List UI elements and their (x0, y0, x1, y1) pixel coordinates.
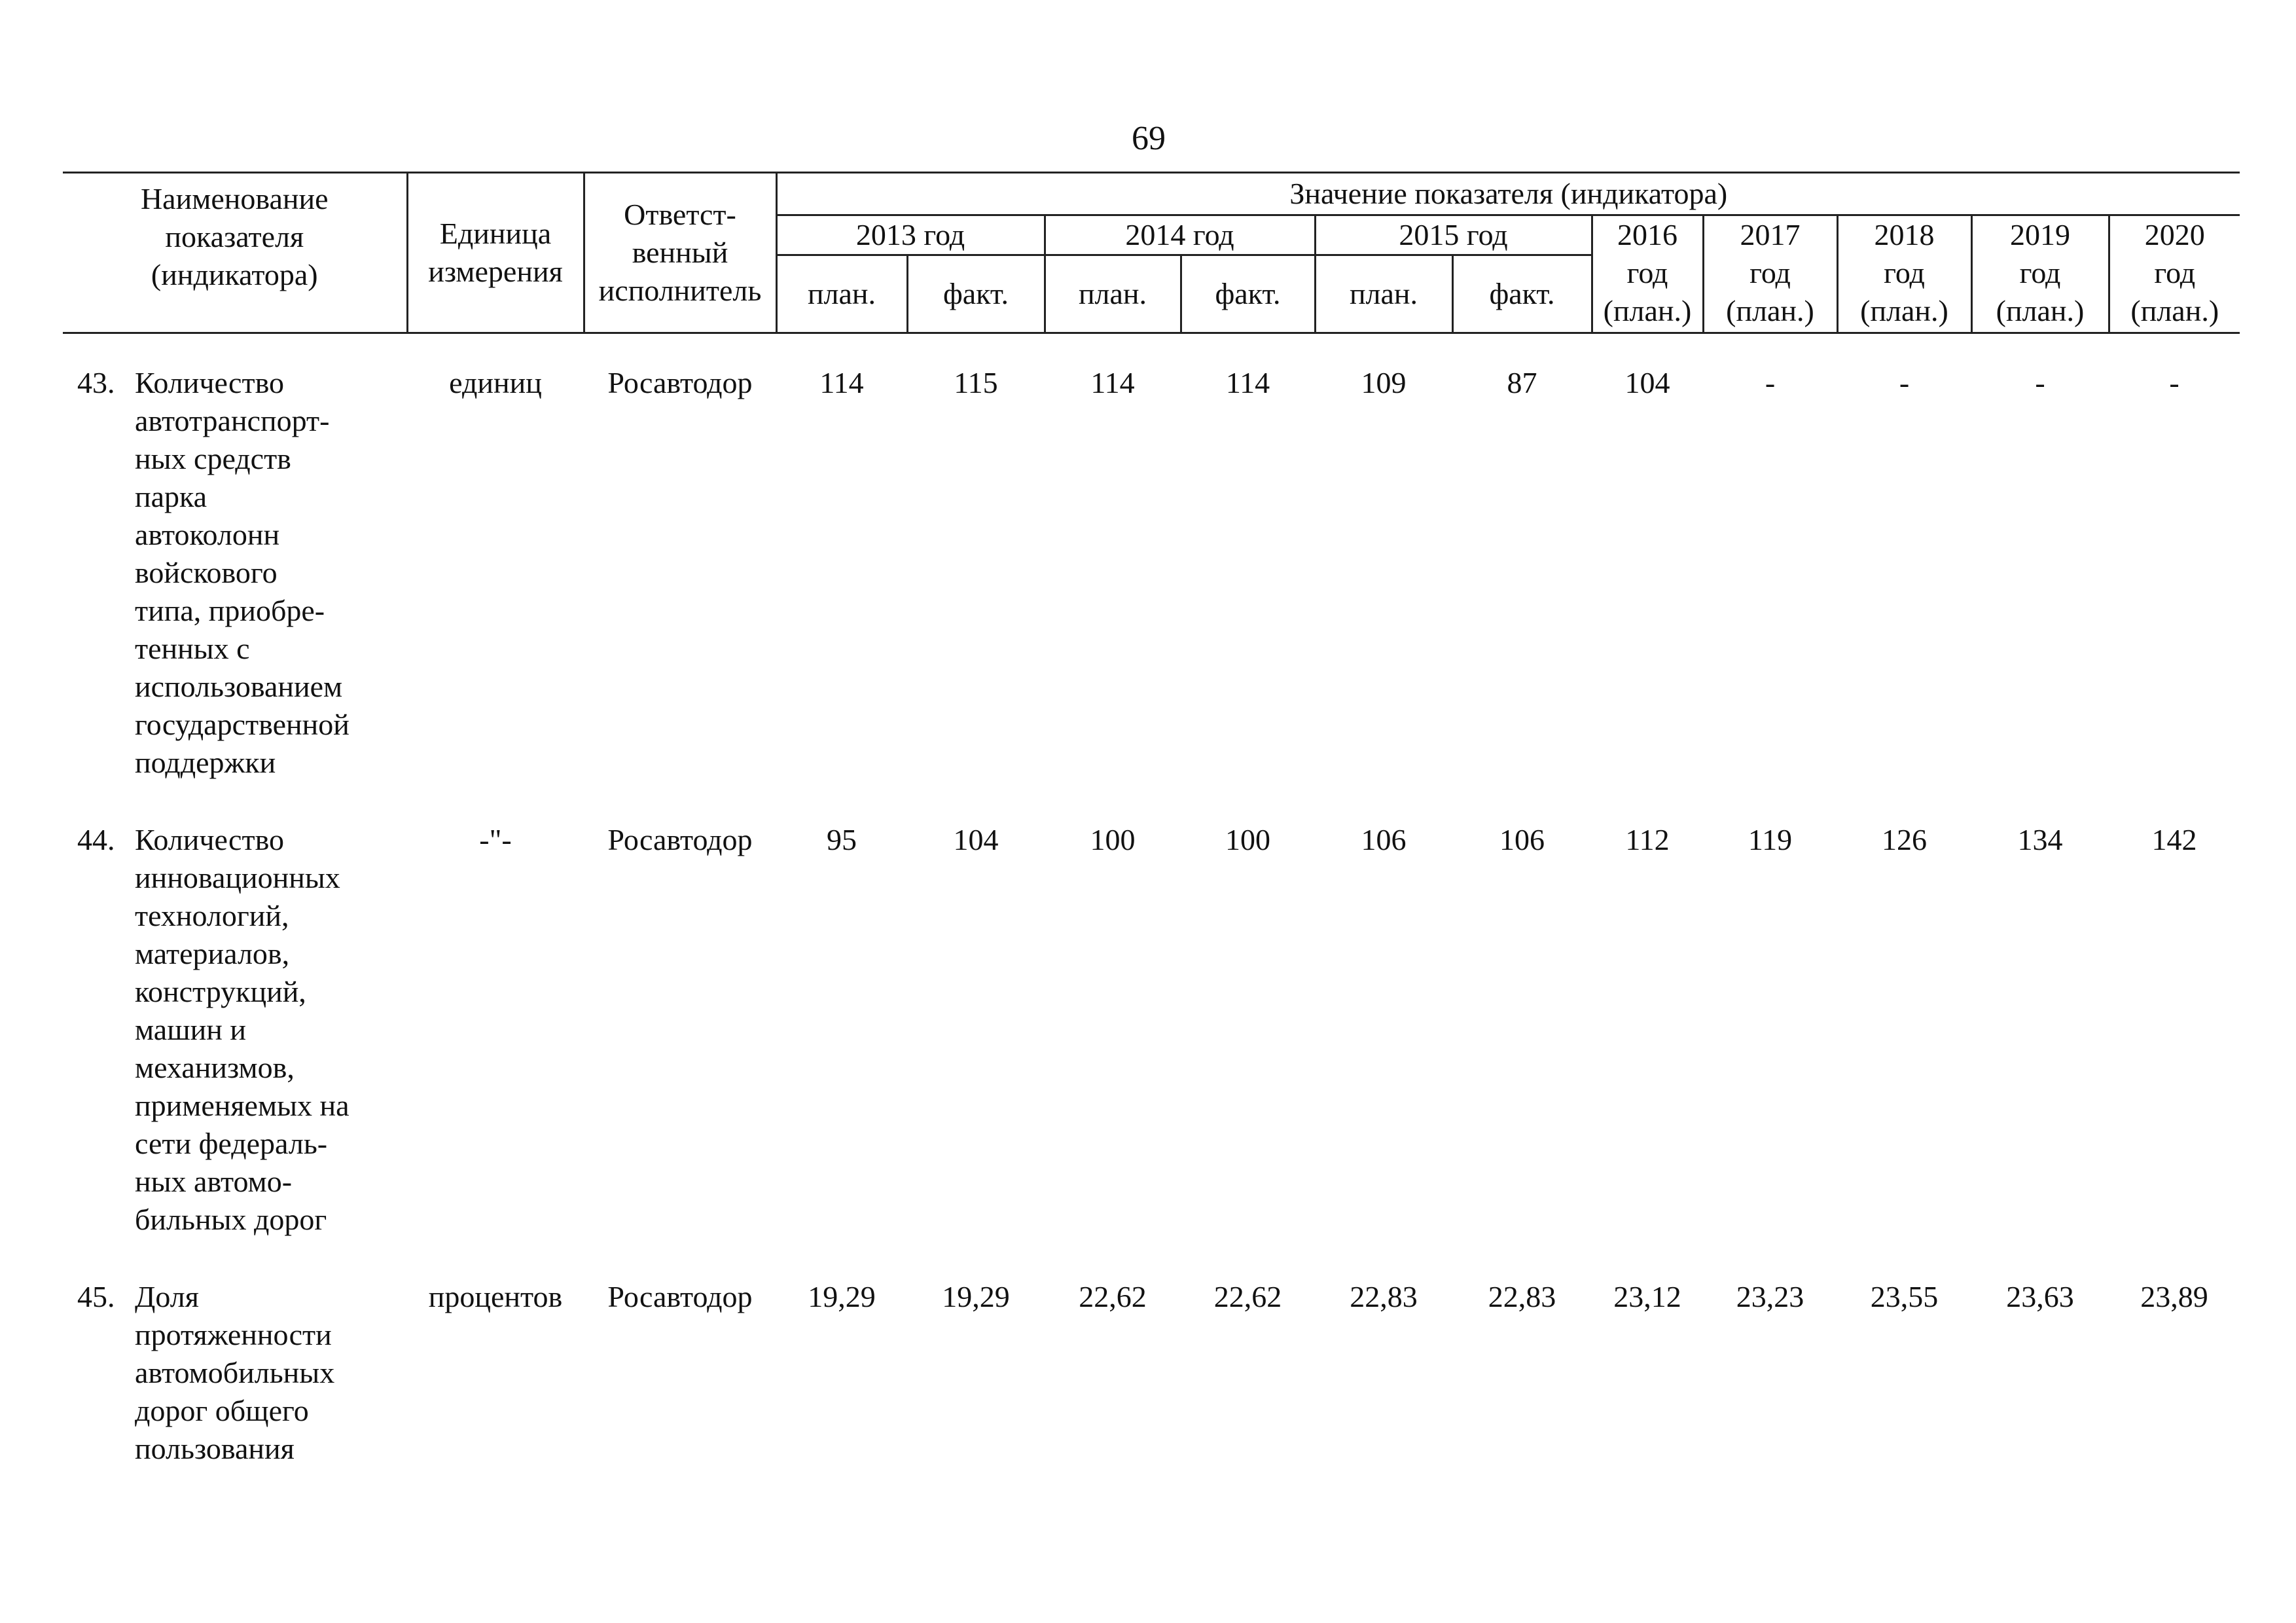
header-year-number: 2018 (1874, 218, 1935, 251)
value-2020-plan: - (2169, 366, 2179, 399)
header-2013-plan: план. (776, 255, 907, 333)
header-unit: Единица измерения (407, 173, 584, 333)
value-2017-plan: 23,23 (1736, 1280, 1804, 1313)
header-year-plan-suffix: год (план.) (1996, 256, 2085, 327)
value-2015-fact: 87 (1507, 366, 1537, 399)
indicator-name: Доля протяженности автомобильных дорог общего пользования (135, 1280, 335, 1465)
indicator-cell (63, 364, 407, 821)
header-year-2017 (1703, 215, 1837, 333)
value-2020-plan: 142 (2151, 823, 2197, 856)
value-2019-plan: 23,63 (2006, 1280, 2074, 1313)
indicators-table (63, 172, 2240, 1507)
header-year-2018 (1837, 215, 1971, 333)
executor-cell: Росавтодор (607, 1280, 753, 1313)
table-body (63, 333, 2240, 1508)
row-index: 43. (77, 366, 115, 399)
value-2015-plan: 22,83 (1350, 1280, 1418, 1313)
value-2018-plan: - (1899, 366, 1910, 399)
value-2016-plan: 112 (1625, 823, 1670, 856)
header-2015-plan: план. (1315, 255, 1452, 333)
value-2013-fact: 115 (954, 366, 998, 399)
value-2019-plan: 134 (2017, 823, 2063, 856)
table-row (63, 1278, 2240, 1507)
value-2015-plan: 106 (1361, 823, 1407, 856)
indicator-cell (63, 1278, 407, 1507)
page-number: 69 (1132, 120, 1166, 157)
header-2015-fact: факт. (1452, 255, 1592, 333)
value-2014-fact: 22,62 (1213, 1280, 1282, 1313)
header-year-number: 2020 (2144, 218, 2205, 251)
value-2013-plan: 114 (819, 366, 864, 399)
executor-cell: Росавтодор (607, 823, 753, 856)
header-year-plan-suffix: год (план.) (1726, 256, 1814, 327)
header-year-2016 (1592, 215, 1703, 333)
header-indicator-name: Наименование показателя (индикатора) (63, 173, 407, 333)
header-year-number: 2016 (1617, 218, 1677, 251)
value-2014-plan: 22,62 (1079, 1280, 1147, 1313)
header-executor: Ответст- венный исполнитель (584, 173, 776, 333)
unit-cell: единиц (449, 366, 542, 399)
header-year-plan-suffix: год (план.) (1603, 256, 1692, 327)
value-2018-plan: 23,55 (1870, 1280, 1939, 1313)
value-2017-plan: 119 (1748, 823, 1793, 856)
header-year-number: 2017 (1740, 218, 1801, 251)
value-2016-plan: 23,12 (1613, 1280, 1681, 1313)
value-2013-plan: 19,29 (808, 1280, 876, 1313)
header-value-group: Значение показателя (индикатора) (776, 173, 2240, 215)
value-2015-plan: 109 (1361, 366, 1407, 399)
header-year-2019 (1971, 215, 2109, 333)
row-index: 45. (77, 1280, 115, 1313)
header-year-2014: 2014 год (1045, 215, 1315, 255)
value-2017-plan: - (1765, 366, 1776, 399)
value-2013-fact: 19,29 (942, 1280, 1010, 1313)
indicator-name: Количество инновационных технологий, материалов, конструкций, машин и механизмов, применяемых на сети федераль- ных автомо- бильных дорог (135, 823, 350, 1236)
header-year-plan-suffix: год (план.) (1860, 256, 1948, 327)
indicator-cell (63, 821, 407, 1278)
value-2015-fact: 106 (1499, 823, 1545, 856)
executor-cell: Росавтодор (607, 366, 753, 399)
value-2014-plan: 114 (1090, 366, 1135, 399)
header-2014-fact: факт. (1181, 255, 1315, 333)
row-index: 44. (77, 823, 115, 856)
header-year-2013: 2013 год (776, 215, 1045, 255)
value-2014-fact: 114 (1225, 366, 1270, 399)
table-row (63, 364, 2240, 821)
value-2013-fact: 104 (953, 823, 999, 856)
unit-cell: -"- (479, 823, 512, 856)
value-2013-plan: 95 (827, 823, 857, 856)
header-year-2015: 2015 год (1315, 215, 1592, 255)
table-header (63, 173, 2240, 333)
header-2014-plan: план. (1045, 255, 1181, 333)
header-year-number: 2019 (2010, 218, 2070, 251)
indicator-name: Количество автотранспорт- ных средств парка автоколонн войскового типа, приобре- тенных с использованием государственной поддержки (135, 366, 350, 779)
value-2020-plan: 23,89 (2140, 1280, 2208, 1313)
header-year-plan-suffix: год (план.) (2130, 256, 2219, 327)
value-2018-plan: 126 (1882, 823, 1927, 856)
header-year-2020 (2109, 215, 2240, 333)
header-2013-fact: факт. (907, 255, 1045, 333)
table-row (63, 821, 2240, 1278)
unit-cell: процентов (428, 1280, 563, 1313)
value-2016-plan: 104 (1624, 366, 1670, 399)
value-2014-fact: 100 (1225, 823, 1270, 856)
value-2014-plan: 100 (1090, 823, 1136, 856)
value-2019-plan: - (2035, 366, 2045, 399)
value-2015-fact: 22,83 (1488, 1280, 1556, 1313)
